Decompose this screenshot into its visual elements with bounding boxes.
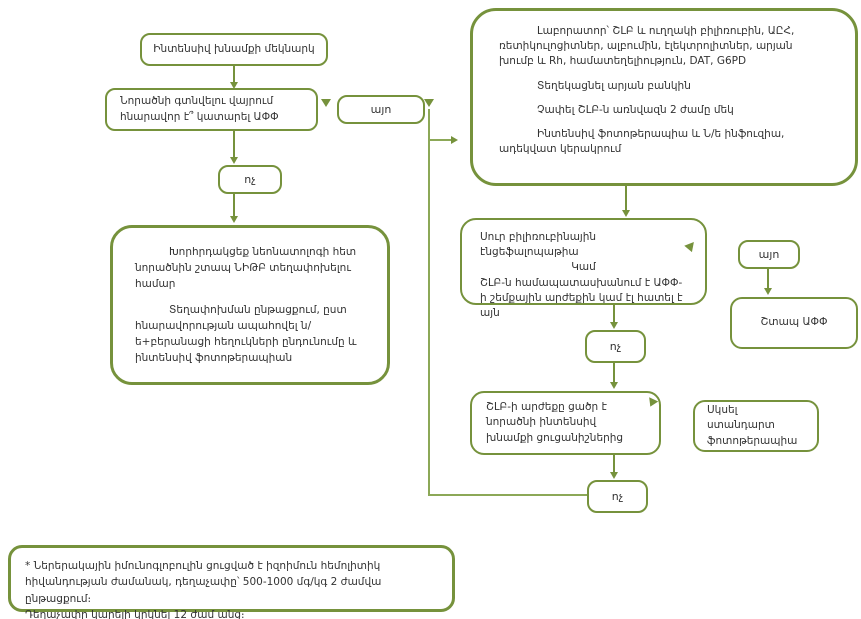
connector-line — [625, 186, 627, 211]
connector-line — [613, 363, 615, 383]
transfer-paragraph: Խորհրդակցեք նեոնատոլոգի հետ նորածնին շտապ ՆԻԹԲ տեղափոխելու համար — [135, 246, 357, 290]
node-yes-top — [337, 95, 425, 124]
node-urgent-exchange-label: Շտապ ԱՓՓ — [760, 316, 828, 329]
transfer-paragraph: Տեղափոխման ընթացքում, ըստ հնարավորության ապահովել ն/ե+բերանացի հեղուկների ընդունումը և ինտենսիվ ֆոտոթերապիան — [135, 304, 357, 364]
node-start-label: Ինտենսիվ խնամքի մեկնարկ — [153, 42, 315, 55]
loop-connector-line — [428, 109, 430, 495]
node-can-do-exchange-label: Նորածնի գտնվելու վայրում հնարավոր է՞ կատարել ԱՓՓ — [120, 95, 279, 123]
connector-line — [233, 131, 235, 158]
arrowhead-down-icon — [230, 157, 238, 164]
arrowhead-down-icon — [610, 322, 618, 329]
node-urgent-exchange — [730, 297, 858, 349]
footnote-box — [8, 545, 455, 619]
node-standard-phototherapy — [693, 400, 819, 452]
arrowhead-right-icon — [451, 136, 458, 144]
node-yes-right-label: այո — [758, 247, 780, 261]
node-no-3-label: ոչ — [611, 489, 624, 503]
connector-line — [613, 305, 615, 323]
loop-connector-line — [428, 494, 587, 496]
arrowhead-down-icon — [230, 216, 238, 223]
node-no-2 — [585, 330, 646, 363]
lab-paragraph: Տեղեկացնել արյան բանկին — [537, 79, 691, 92]
node-yes-top-label: այո — [370, 102, 392, 116]
arrowhead-down-icon — [424, 99, 434, 107]
node-can-do-exchange — [105, 88, 318, 131]
loop-connector-line — [428, 139, 452, 141]
footnote-line: * Ներերակային իմունոգլոբուլին ցուցված է իզոիմուն հեմոլիտիկ հիվանդության ժամանակ, դեղաչափը՝ 500-1000 մգ/կգ 2 ժամվա ընթացքում։ — [25, 560, 382, 605]
connector-line — [613, 455, 615, 473]
connector-line — [767, 269, 769, 289]
encephalopathy-line1: Սուր բիլիռուբինային էնցեֆալոպաթիա — [480, 231, 597, 259]
connector-line — [233, 194, 235, 217]
arrowhead-down-icon — [764, 288, 772, 295]
node-standard-phototherapy-label: Սկսել ստանդարտ ֆոտոթերապիա — [707, 404, 798, 447]
node-start — [140, 33, 328, 66]
connector-line — [233, 66, 235, 83]
lab-paragraph: Ինտենսիվ ֆոտոթերապիա և Ն/ե ինֆուզիա, ադեկվատ կերակրում — [499, 128, 785, 156]
node-yes-right — [738, 240, 800, 269]
arrowhead-down-icon — [610, 472, 618, 479]
arrowhead-down-icon — [321, 99, 331, 107]
encephalopathy-line3: ՇԼԲ-ն համապատասխանում է ԱՓՓ-ի շեմքային արժեքին կամ էլ հատել է այն — [480, 276, 683, 320]
node-transfer — [110, 225, 390, 385]
node-encephalopathy — [460, 218, 707, 320]
arrowhead-down-icon — [610, 382, 618, 389]
node-tsb-below — [470, 391, 661, 455]
node-lab-management — [470, 8, 858, 186]
encephalopathy-line2: Կամ — [571, 261, 596, 274]
node-no-1 — [218, 165, 282, 194]
node-no-2-label: ոչ — [609, 339, 622, 353]
arrowhead-down-icon — [622, 210, 630, 217]
node-no-1-label: ոչ — [244, 172, 256, 186]
footnote-line: Դեղաչափը կարելի կրկնել 12 ժամ անց։ — [25, 608, 245, 619]
node-no-3 — [587, 480, 648, 513]
lab-paragraph: Չափել ՇԼԲ-ն առնվազն 2 ժամը մեկ — [537, 103, 734, 116]
lab-paragraph: Լաբորատոր՝ ՇԼԲ և ուղղակի բիլիռուբին, ԱԸՀ, ռետիկուլոցիտներ, ալբումին, էլեկտրոլիտներ, արյան խումբ և Rh, համատեղելիություն, DAT, G6PD — [499, 25, 795, 68]
node-tsb-below-label: ՇԼԲ-ի արժեքը ցածր է նորածնի ինտենսիվ խնամքի ցուցանիշներից — [486, 401, 624, 444]
